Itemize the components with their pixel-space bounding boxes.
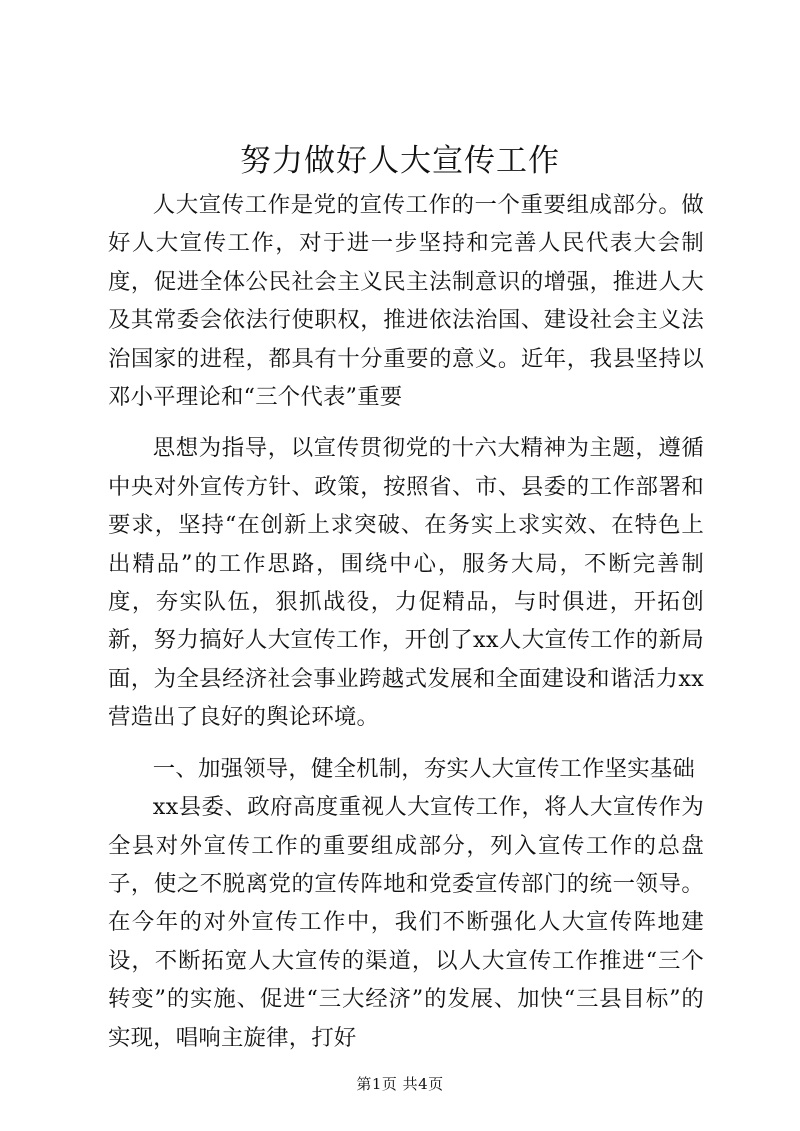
paragraph-intro: 人大宣传工作是党的宣传工作的一个重要组成部分。做好人大宣传工作，对于进一步坚持和完善人民代表大会制度，促进全体公民社会主义民主法制意识的增强，推进人大及其常委会依法行使职权，推进依法治国、建设社会主义法治国家的进程，都具有十分重要的意义。近年，我县坚持以邓小平理论和“三个代表”重要 (108, 192, 704, 411)
page-footer: 第1页 共4页 (356, 1075, 444, 1093)
paragraph-guiding-thought: 思想为指导，以宣传贯彻党的十六大精神为主题，遵循中央对外宣传方针、政策，按照省、市、县委的工作部署和要求，坚持“在创新上求突破、在务实上求实效、在特色上出精品”的工作思路，围绕中心，服务大局，不断完善制度，夯实队伍，狠抓战役，力促精品，与时俱进，开拓创新，努力搞好人大宣传工作，开创了xx人大宣传工作的新局面，为全县经济社会事业跨越式发展和全面建设和谐活力xx营造出了良好的舆论环境。 (108, 435, 704, 731)
section-heading-1: 一、加强领导，健全机制，夯实人大宣传工作坚实基础 (152, 755, 695, 782)
document-body (108, 186, 704, 1057)
paragraph-section-1: xx县委、政府高度重视人大宣传工作，将人大宣传作为全县对外宣传工作的重要组成部分，列入宣传工作的总盘子，使之不脱离党的宣传阵地和党委宣传部门的统一领导。在今年的对外宣传工作中，我们不断强化人大宣传阵地建设，不断拓宽人大宣传的渠道，以人大宣传工作推进“三个转变”的实施、促进“三大经济”的发展、加快“三县目标”的实现，唱响主旋律，打好 (108, 794, 704, 1051)
document-title: 努力做好人大宣传工作 (240, 143, 560, 179)
